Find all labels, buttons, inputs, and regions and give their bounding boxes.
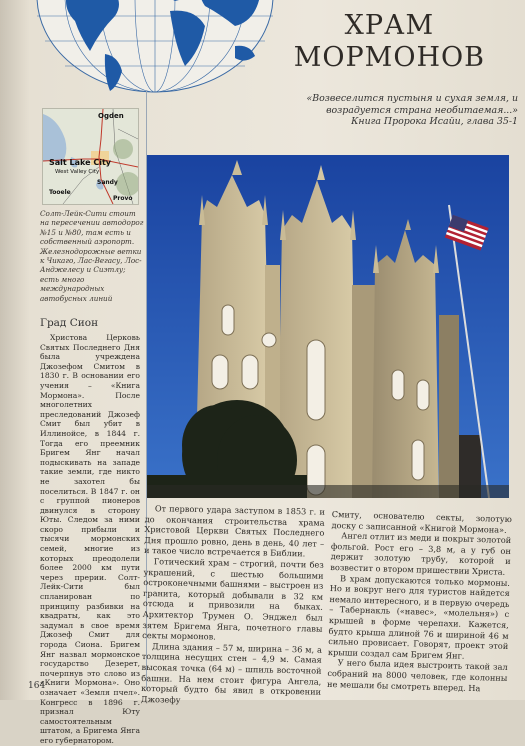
middle-column-text <box>141 503 325 708</box>
right-paragraph-3: В храм допускаются только мормоны. Но и вокруг него для туристов найдется немало интересного, и в первую очередь – Табернакль («навес», «молельня») с крышей в форме черепахи. Кажется, будто крыша длиной 76 и шириной 46 м сильно провисает. Говорят, проект этой крыши создал сам Бригем Янг. <box>327 572 511 661</box>
right-paragraph-1: Смиту, основателю секты, золотую доску с записанной «Книгой Мормона». <box>331 509 512 535</box>
left-column-text <box>40 333 140 746</box>
map-label-provo: Provo <box>113 195 133 202</box>
epigraph <box>300 93 518 128</box>
epigraph-quote: «Возвеселится пустыня и сухая земля, и возрадуется страна необитаемая...» <box>306 93 518 116</box>
temple-photo <box>147 155 509 498</box>
map-label-tooele: Tooele <box>49 189 71 196</box>
right-column-text <box>327 509 512 694</box>
epigraph-source: Книга Пророка Исайи, глава 35-1 <box>351 116 518 127</box>
page-number: 164 <box>28 681 46 691</box>
left-paragraph: Христова Церковь Святых Последнего Дня была учреждена Джозефом Смитом в 1830 г. В основании его учения – «Книга Мормона». После многолетних преследований Джозеф Смит был убит в Иллинойсе, в 1844 г. Тогда его преемник Бригем Янг начал подыскивать на западе такие земли, где никто не захотел бы поселиться. В 1847 г. он с группой пионеров двинулся в сторону Юты. Следом за ними скоро прибыли и тысячи мормонских семей, многие из которых преодолели более 2000 км пути через прерии. Солт-Лейк-Сити был спланирован по принципу разбивки на квадраты, как это задумал в свое время Джозеф Смит для города Сиона. Бригем Янг назвал мормонское государство Дезерет, почерпнув это слово из «Книги Мормона». Оно означает «Земля пчел». Конгресс в 1896 г. признал Юту самостоятельным штатом, а Бригема Янга его губернатором. <box>40 333 140 745</box>
section-heading: Град Сион <box>40 317 99 329</box>
title-line-1: ХРАМ <box>344 10 435 41</box>
map-label-west-valley: West Valley City <box>55 169 100 175</box>
map-label-sandy: Sandy <box>97 179 118 186</box>
temple-illustration <box>147 155 509 498</box>
middle-paragraph-1: От первого удара заступом в 1853 г. и до окончания строительства храма Христовой Церкви Святых Последнего Дня прошло ровно, день в день, 40 лет – и такое число встречается в Библии. <box>143 503 325 559</box>
right-paragraph-2: Ангел отлит из меди и покрыт золотой фольгой. Рост его – 3,8 м, а у губ он держит золотую трубу, которой и возвестит о втором пришествии Христа. <box>330 530 512 577</box>
middle-paragraph-2: Готический храм – строгий, почти без украшений, с шестью большими остроконечными башнями – выстроен из гранита, который добывали в 32 км отсюда и привозили на быках. Архитектор Трумен О. Энджел был зятем Бригема Янга, почетного главы секты мормонов. <box>142 556 324 642</box>
page-title <box>294 10 485 74</box>
right-paragraph-4: У него была идея выстроить такой зал собраний на 8000 человек, где колонны не мешали бы смотреть вперед. На <box>326 657 508 693</box>
middle-paragraph-3: Длина здания – 57 м, ширина – 36 м, а толщина несущих стен – 4,9 м. Самая высокая точка (64 м) – шпиль восточной башни. На нем стоит фигура Ангела, который будто бы явил в откровении Джозефу <box>140 640 323 705</box>
map-caption: Солт-Лейк-Сити стоит на пересечении автодорог №15 и №80, там есть и собственный аэропорт. Железнодорожные ветки к Чикаго, Лас-Вегасу, Лос-Анджелесу и Сиэтлу; есть много международных автобусных линий <box>40 209 144 303</box>
map-label-salt-lake-city: Salt Lake City <box>49 158 111 167</box>
inset-map <box>42 108 139 205</box>
title-line-2: МОРМОНОВ <box>293 42 485 73</box>
map-label-ogden: Ogden <box>98 112 124 120</box>
world-globe-illustration <box>30 0 280 94</box>
